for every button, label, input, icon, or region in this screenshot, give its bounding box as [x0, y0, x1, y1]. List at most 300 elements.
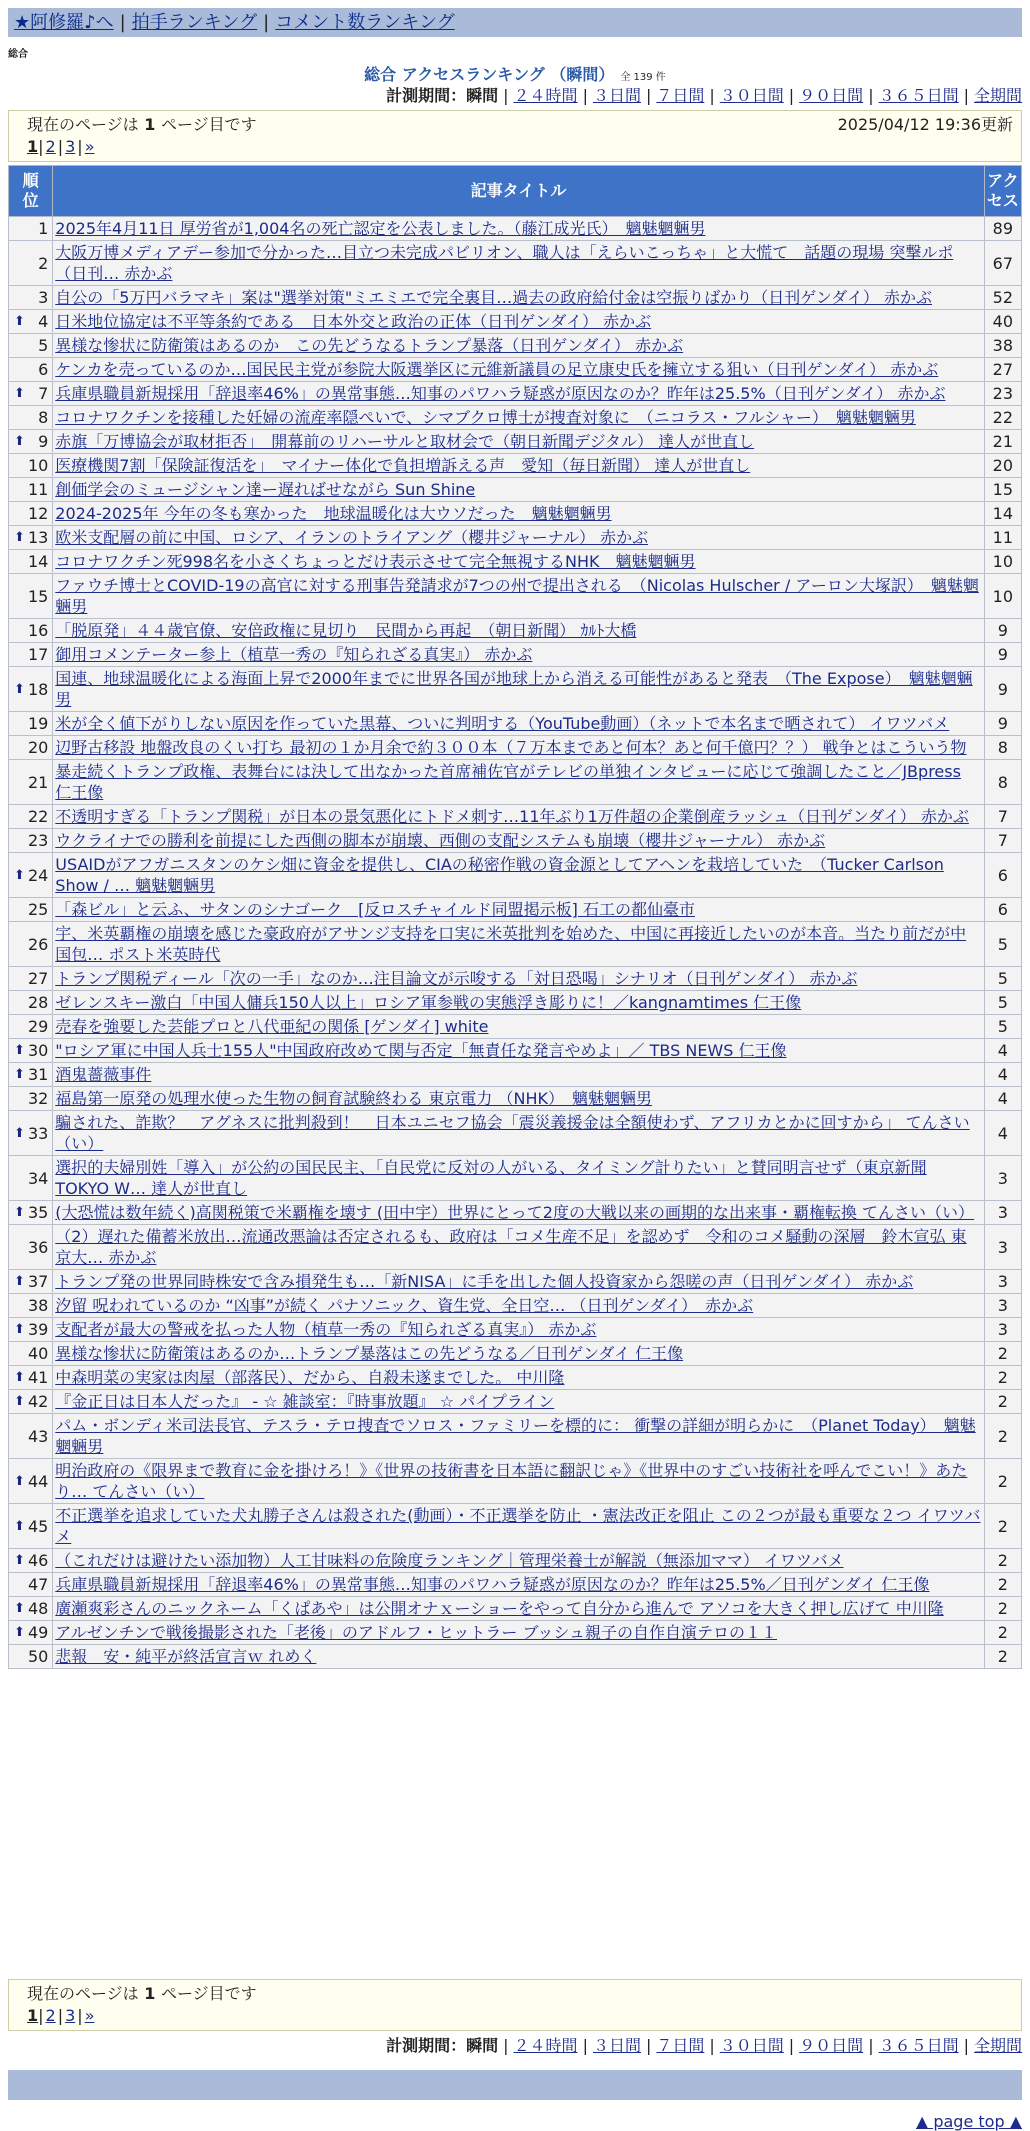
separator: |	[77, 137, 83, 156]
rank-number: 9	[38, 432, 49, 451]
table-row	[9, 241, 1022, 286]
article-link[interactable]: 汐留 呪われているのか “凶事”が続く パナソニック、資生党、全日空… （日刊ゲンダイ） 赤かぶ	[55, 1296, 754, 1315]
rank-number: 32	[27, 1089, 49, 1108]
rank-cell	[9, 1201, 53, 1225]
separator: |	[38, 2006, 44, 2025]
table-row	[9, 922, 1022, 967]
rank-number: 12	[27, 504, 49, 523]
table-row	[9, 1063, 1022, 1087]
table-row	[9, 1294, 1022, 1318]
table-header-row	[9, 166, 1022, 217]
title-cell	[53, 736, 984, 760]
rank-header: 順 位	[9, 166, 53, 217]
page-top-container	[916, 2112, 1022, 2131]
article-link[interactable]: "ロシア軍に中国人兵士155人"中国政府改めて関与否定「無責任な発言やめよ」／ TBS NEWS 仁王像	[55, 1041, 787, 1060]
article-link[interactable]: コロナワクチンを接種した妊婦の流産率隠ぺいで、シマブクロ博士が捜査対象に （ニコラス・フルシャー） 魑魅魍魎男	[55, 408, 916, 427]
table-row	[9, 1039, 1022, 1063]
access-count: 5	[984, 922, 1021, 967]
ranking-title: 総合 アクセスランキング （瞬間）	[364, 65, 615, 84]
rank-cell	[9, 922, 53, 967]
table-row	[9, 502, 1022, 526]
article-link[interactable]: 「森ビル」と云ふ、サタンのシナゴーク [反ロスチャイルド同盟掲示板] 石工の都仙臺市	[55, 900, 695, 919]
title-cell	[53, 1549, 984, 1573]
article-link[interactable]: 大阪万博メディアデー参加で分かった…目立つ未完成パビリオン、職人は「えらいこっちゃ」と大慌て 話題の現場 突撃ルポ（日刊… 赤かぶ	[55, 243, 954, 283]
title-cell	[53, 241, 984, 286]
article-link[interactable]: 暴走続くトランプ政権、表舞台には決して出なかった首席補佐官がテレビの単独インタビューに応じて強調したこと／JBpress 仁王像	[55, 762, 961, 802]
article-link[interactable]: 辺野古移設 地盤改良のくい打ち 最初の１か月余で約３００本（７万本まであと何本？あと何千億円？？） 戦争とはこういう物	[55, 738, 967, 757]
page-status-number: 1	[138, 1984, 161, 2003]
rank-number: 16	[27, 621, 49, 640]
table-row	[9, 1087, 1022, 1111]
access-count: 9	[984, 643, 1021, 667]
title-cell	[53, 286, 984, 310]
title-cell	[53, 853, 984, 898]
table-row	[9, 310, 1022, 334]
title-cell	[53, 1366, 984, 1390]
ranking-table	[8, 165, 1022, 1669]
pagination-top	[8, 110, 1022, 162]
article-link[interactable]: パム・ボンディ米司法長官、テスラ・テロ捜査でソロス・ファミリーを標的に： 衝撃の詳細が明らかに （Planet Today） 魑魅魍魎男	[55, 1416, 976, 1456]
title-cell	[53, 967, 984, 991]
page-status-prefix: 現在のページは	[27, 1984, 139, 2003]
period-link-2[interactable]: ３日間	[592, 2036, 641, 2055]
access-count: 20	[984, 454, 1021, 478]
rank-number: 31	[27, 1065, 49, 1084]
rank-up-arrow-icon: ⬆	[14, 1125, 25, 1141]
rank-number: 21	[27, 772, 49, 792]
access-count: 11	[984, 526, 1021, 550]
access-count: 14	[984, 502, 1021, 526]
period-link-7[interactable]: 全期間	[973, 86, 1022, 105]
article-link[interactable]: 支配者が最大の警戒を払った人物（植草一秀の『知られざる真実』） 赤かぶ	[55, 1320, 597, 1339]
access-count: 5	[984, 1015, 1021, 1039]
rank-cell	[9, 1621, 53, 1645]
title-cell	[53, 310, 984, 334]
access-count: 2	[984, 1621, 1021, 1645]
rank-number: 3	[38, 288, 49, 307]
rank-cell	[9, 667, 53, 712]
period-link-6[interactable]: ３６５日間	[878, 2036, 959, 2055]
title-cell	[53, 406, 984, 430]
article-link[interactable]: 「脱原発」４４歳官僚、安倍政権に見切り 民間から再起 （朝日新聞） ｶﾙﾄ大橋	[55, 621, 637, 640]
rank-cell	[9, 967, 53, 991]
table-row	[9, 736, 1022, 760]
separator: |	[868, 2036, 874, 2055]
page-link-3[interactable]: 3	[65, 137, 76, 156]
rank-number: 27	[27, 969, 49, 988]
next-page-link[interactable]: »	[84, 2006, 95, 2025]
title-cell	[53, 358, 984, 382]
table-row	[9, 667, 1022, 712]
rank-cell	[9, 1294, 53, 1318]
table-row	[9, 454, 1022, 478]
table-row	[9, 1156, 1022, 1201]
access-count: 9	[984, 667, 1021, 712]
rank-up-arrow-icon: ⬆	[14, 530, 25, 545]
access-count: 3	[984, 1156, 1021, 1201]
article-link[interactable]: 悲報 安・純平が終活宣言ｗ れめく	[55, 1647, 317, 1666]
article-link[interactable]: 2024-2025年 今年の冬も寒かった 地球温暖化は大ウソだった 魑魅魍魎男	[55, 504, 612, 523]
table-row	[9, 1270, 1022, 1294]
title-cell	[53, 1414, 984, 1459]
rank-cell	[9, 241, 53, 286]
title-cell	[53, 526, 984, 550]
rank-number: 14	[27, 552, 49, 571]
article-link[interactable]: 明治政府の《限界まで教育に金を掛けろ！》《世界の技術書を日本語に翻訳じゃ》《世界中のすごい技術社を呼んでこい！》あたり… てんさい（い）	[55, 1461, 968, 1501]
title-cell	[53, 334, 984, 358]
page-status-number: 1	[138, 115, 161, 134]
rank-number: 10	[27, 456, 49, 475]
article-link[interactable]: 『金正日は日本人だった』 - ☆ 雑談室：『時事放題』 ☆ パイプライン	[55, 1392, 555, 1411]
article-link[interactable]: コロナワクチン死998名を小さくちょっとだけ表示させて完全無視するNHK 魑魅魍魎男	[55, 552, 696, 571]
access-count: 23	[984, 382, 1021, 406]
access-count: 3	[984, 1318, 1021, 1342]
period-link-6[interactable]: ３６５日間	[878, 86, 959, 105]
title-cell	[53, 1087, 984, 1111]
table-row	[9, 526, 1022, 550]
rank-up-arrow-icon: ⬆	[14, 1553, 25, 1568]
access-count: 3	[984, 1270, 1021, 1294]
period-link-2[interactable]: ３日間	[592, 86, 641, 105]
rank-cell	[9, 643, 53, 667]
title-cell	[53, 1111, 984, 1156]
rank-cell	[9, 1318, 53, 1342]
rank-number: 36	[27, 1237, 49, 1257]
table-row	[9, 643, 1022, 667]
title-cell	[53, 760, 984, 805]
separator: |	[77, 2006, 83, 2025]
rank-cell	[9, 619, 53, 643]
rank-up-arrow-icon: ⬆	[14, 434, 25, 449]
rank-number: 17	[27, 645, 49, 664]
article-link[interactable]: 米が全く値下がりしない原因を作っていた黒幕、ついに判明する（YouTube動画）（ネットで本名まで晒されて） イワツバメ	[55, 714, 950, 733]
page-link-2[interactable]: 2	[45, 2006, 56, 2025]
separator: |	[582, 2036, 588, 2055]
article-link[interactable]: 兵庫県職員新規採用「辞退率46%」の異常事態…知事のパワハラ疑惑が原因なのか？昨年は25.5%／日刊ゲンダイ 仁王像	[55, 1575, 930, 1594]
article-link[interactable]: (大恐慌は数年続く)高関税策で米覇権を壊す (田中宇）世界にとって2度の大戦以来の画期的な出来事・覇権転換 てんさい（い）	[55, 1203, 975, 1222]
period-label: 計測期間：	[386, 86, 467, 105]
rank-cell	[9, 1225, 53, 1270]
title-cell	[53, 1225, 984, 1270]
page-link-2[interactable]: 2	[45, 137, 56, 156]
rank-number: 28	[27, 993, 49, 1012]
separator: |	[57, 137, 64, 156]
article-link[interactable]: 兵庫県職員新規採用「辞退率46%」の異常事態…知事のパワハラ疑惑が原因なのか？昨年は25.5%（日刊ゲンダイ） 赤かぶ	[55, 384, 946, 403]
rank-number: 15	[27, 586, 49, 606]
rank-cell	[9, 574, 53, 619]
article-link[interactable]: 売春を強要した芸能プロと八代亜紀の関係 [ゲンダイ] white	[55, 1017, 489, 1036]
title-cell	[53, 1294, 984, 1318]
rank-number: 6	[38, 360, 49, 379]
title-cell	[53, 217, 984, 241]
access-count: 4	[984, 1063, 1021, 1087]
article-link[interactable]: 宇、米英覇権の崩壊を感じた豪政府がアサンジ支持を口実に米英批判を始めた、中国に再接近したいのが本音。当たり前だが中国包… ポスト米英時代	[55, 924, 967, 964]
rank-number: 30	[27, 1041, 49, 1060]
rank-number: 45	[27, 1516, 49, 1536]
rank-cell	[9, 1645, 53, 1669]
separator: |	[788, 86, 795, 105]
table-row	[9, 853, 1022, 898]
rank-number: 35	[27, 1203, 49, 1222]
table-row	[9, 829, 1022, 853]
article-link[interactable]: 自公の「5万円バラマキ」案は"選挙対策"ミエミエで完全裏目…過去の政府給付金は空振りばかり（日刊ゲンダイ） 赤かぶ	[55, 288, 933, 307]
access-count: 52	[984, 286, 1021, 310]
table-row	[9, 574, 1022, 619]
rank-number: 39	[27, 1320, 49, 1339]
access-count: 2	[984, 1390, 1021, 1414]
page-link-3[interactable]: 3	[65, 2006, 76, 2025]
title-cell	[53, 574, 984, 619]
rank-cell	[9, 1270, 53, 1294]
table-row	[9, 991, 1022, 1015]
title-cell	[53, 1573, 984, 1597]
article-link[interactable]: 創価学会のミュージシャン達ー遅ればせながら Sun Shine	[55, 480, 476, 499]
table-row	[9, 805, 1022, 829]
access-header: アク セス	[984, 166, 1021, 217]
rank-number: 44	[27, 1471, 49, 1491]
title-cell	[53, 619, 984, 643]
table-row	[9, 406, 1022, 430]
article-link[interactable]: 日米地位協定は不平等条約である 日本外交と政治の正体（日刊ゲンダイ） 赤かぶ	[55, 312, 652, 331]
rank-number: 2	[38, 253, 49, 273]
article-link[interactable]: 赤旗「万博協会が取材拒否」 開幕前のリハーサルと取材会で（朝日新聞デジタル） 達人が世直し	[55, 432, 755, 451]
access-count: 2	[984, 1573, 1021, 1597]
rank-up-arrow-icon: ⬆	[14, 1625, 25, 1640]
access-count: 8	[984, 736, 1021, 760]
rank-cell	[9, 1504, 53, 1549]
table-row	[9, 1366, 1022, 1390]
separator: |	[503, 2036, 509, 2055]
access-count: 3	[984, 1294, 1021, 1318]
table-row	[9, 1621, 1022, 1645]
rank-up-arrow-icon: ⬆	[14, 314, 25, 329]
rank-number: 22	[27, 807, 49, 826]
rank-cell	[9, 1573, 53, 1597]
rank-number: 43	[27, 1426, 49, 1446]
access-count: 10	[984, 574, 1021, 619]
title-cell	[53, 1156, 984, 1201]
table-row	[9, 1645, 1022, 1669]
table-row	[9, 1459, 1022, 1504]
rank-up-arrow-icon: ⬆	[14, 1322, 25, 1337]
rank-number: 23	[27, 831, 49, 850]
period-link-4[interactable]: ３０日間	[719, 2036, 784, 2055]
rank-number: 19	[27, 714, 49, 733]
access-count: 3	[984, 1201, 1021, 1225]
rank-cell	[9, 1111, 53, 1156]
rank-cell	[9, 406, 53, 430]
article-link[interactable]: 廣瀬爽彩さんのニックネーム「くぱあや」は公開オナｘーショーをやって自分から進んで アソコを大きく押し広げて 中川隆	[55, 1599, 944, 1618]
rank-cell	[9, 454, 53, 478]
table-row	[9, 286, 1022, 310]
separator: |	[645, 86, 652, 105]
rank-cell	[9, 358, 53, 382]
rank-cell	[9, 502, 53, 526]
article-link[interactable]: 酒鬼薔薇事件	[55, 1065, 152, 1084]
access-count: 2	[984, 1366, 1021, 1390]
separator: |	[868, 86, 874, 105]
article-link[interactable]: 2025年4月11日 厚労省が1,004名の死亡認定を公表しました。（藤江成光氏） 魑魅魍魎男	[55, 219, 706, 238]
rank-cell	[9, 991, 53, 1015]
table-row	[9, 1597, 1022, 1621]
period-selector-top	[386, 86, 1022, 106]
page-top-link[interactable]: ▲ page top ▲	[915, 2112, 1022, 2131]
table-row	[9, 1390, 1022, 1414]
table-row	[9, 1414, 1022, 1459]
rank-cell	[9, 1414, 53, 1459]
rank-cell	[9, 829, 53, 853]
separator: |	[709, 2036, 715, 2055]
period-link-5[interactable]: ９０日間	[799, 2036, 864, 2055]
total-count: 全 139 件	[620, 72, 666, 83]
title-cell	[53, 1201, 984, 1225]
article-link[interactable]: 異様な惨状に防衛策はあるのか この先どうなるトランプ暴落（日刊ゲンダイ） 赤かぶ	[55, 336, 684, 355]
article-link[interactable]: 欧米支配層の前に中国、ロシア、イランのトライアング（櫻井ジャーナル） 赤かぶ	[55, 528, 649, 547]
rank-up-arrow-icon: ⬆	[14, 1274, 25, 1289]
title-cell	[53, 1459, 984, 1504]
rank-cell	[9, 1390, 53, 1414]
page-links	[27, 136, 1003, 158]
rank-cell	[9, 430, 53, 454]
article-link[interactable]: ゼレンスキー激白「中国人傭兵150人以上」ロシア軍参戦の実態浮き彫りに！／kangnamtimes 仁王像	[55, 993, 802, 1012]
separator: |	[582, 86, 588, 105]
access-count: 6	[984, 853, 1021, 898]
title-cell	[53, 1039, 984, 1063]
article-link[interactable]: 選択的夫婦別姓「導入」が公約の国民民主、「自民党に反対の人がいる、タイミング計りたい」と賛同明言せず（東京新聞 TOKYO W… 達人が世直し	[55, 1158, 927, 1198]
access-count: 2	[984, 1549, 1021, 1573]
article-link[interactable]: 御用コメンテーター参上（植草一秀の『知られざる真実』） 赤かぶ	[55, 645, 533, 664]
rank-number: 47	[27, 1575, 49, 1594]
separator: |	[57, 2006, 64, 2025]
title-cell	[53, 922, 984, 967]
article-link[interactable]: 福島第一原発の処理水使った生物の飼育試験終わる 東京電力 （NHK） 魑魅魍魎男	[55, 1089, 652, 1108]
rank-number: 38	[27, 1296, 49, 1315]
separator: |	[38, 137, 44, 156]
table-row	[9, 1015, 1022, 1039]
rank-cell	[9, 1549, 53, 1573]
rank-cell	[9, 1039, 53, 1063]
rank-cell	[9, 805, 53, 829]
article-link[interactable]: トランプ関税ディール「次の一手」なのか…注目論文が示唆する「対日恐喝」シナリオ（日刊ゲンダイ） 赤かぶ	[55, 969, 858, 988]
article-link[interactable]: アルゼンチンで戦後撮影された「老後」のアドルフ・ヒットラー ブッシュ親子の自作自演テロの１１	[55, 1623, 778, 1642]
rank-up-arrow-icon: ⬆	[14, 386, 25, 401]
period-link-3[interactable]: ７日間	[656, 86, 705, 105]
rank-number: 18	[27, 679, 49, 699]
rank-cell	[9, 898, 53, 922]
title-cell	[53, 991, 984, 1015]
separator: |	[263, 12, 270, 33]
title-cell	[53, 712, 984, 736]
period-link-1[interactable]: ２４時間	[513, 86, 578, 105]
table-row	[9, 430, 1022, 454]
article-link[interactable]: ウクライナでの勝利を前提にした西側の脚本が崩壊、西側の支配システムも崩壊（櫻井ジャーナル） 赤かぶ	[55, 831, 826, 850]
period-link-4[interactable]: ３０日間	[719, 86, 784, 105]
rank-number: 42	[27, 1392, 49, 1411]
page-title	[0, 62, 1030, 85]
article-link[interactable]: 不透明すぎる「トランプ関税」が日本の景気悪化にトドメ刺す…11年ぶり1万件超の企業倒産ラッシュ（日刊ゲンダイ） 赤かぶ	[55, 807, 969, 826]
rank-up-arrow-icon: ⬆	[14, 1473, 25, 1489]
rank-cell	[9, 1366, 53, 1390]
table-row	[9, 1573, 1022, 1597]
article-link[interactable]: トランプ発の世界同時株安で含み損発生も…「新NISA」に手を出した個人投資家から怨嗟の声（日刊ゲンダイ） 赤かぶ	[55, 1272, 914, 1291]
article-link[interactable]: 騙された、詐欺？ アグネスに批判殺到！ 日本ユニセフ協会「震災義援金は全額使わず、アフリカとかに回すから」 てんさい（い）	[55, 1113, 970, 1153]
comment-ranking-link[interactable]: コメント数ランキング	[275, 12, 455, 33]
separator: |	[645, 2036, 652, 2055]
article-link[interactable]: 中森明菜の実家は肉屋（部落民）、だから、自殺未遂までした。 中川隆	[55, 1368, 565, 1387]
table-row	[9, 1342, 1022, 1366]
access-count: 67	[984, 241, 1021, 286]
title-cell	[53, 805, 984, 829]
article-link[interactable]: ケンカを売っているのか…国民民主党が参院大阪選挙区に元維新議員の足立康史氏を擁立する狙い（日刊ゲンダイ） 赤かぶ	[55, 360, 939, 379]
title-cell	[53, 430, 984, 454]
rank-cell	[9, 1156, 53, 1201]
rank-number: 20	[27, 738, 49, 757]
access-count: 5	[984, 967, 1021, 991]
period-link-3[interactable]: ７日間	[656, 2036, 705, 2055]
rank-cell	[9, 1063, 53, 1087]
table-row	[9, 1201, 1022, 1225]
rank-cell	[9, 478, 53, 502]
rank-up-arrow-icon: ⬆	[14, 681, 25, 697]
page-status-suffix: ページ目です	[160, 1984, 257, 2003]
separator: |	[963, 86, 969, 105]
article-link[interactable]: USAIDがアフガニスタンのケシ畑に資金を提供し、CIAの秘密作戦の資金源としてアヘンを栽培していた （Tucker Carlson Show / … 魑魅魍魎男	[55, 855, 944, 895]
home-link[interactable]: ★阿修羅♪へ	[14, 12, 114, 33]
title-cell	[53, 667, 984, 712]
access-count: 40	[984, 310, 1021, 334]
article-link[interactable]: 医療機関7割「保険証復活を」 マイナー体化で負担増訴える声 愛知（毎日新聞） 達人が世直し	[55, 456, 751, 475]
table-row	[9, 1111, 1022, 1156]
period-link-7[interactable]: 全期間	[973, 2036, 1022, 2055]
article-link[interactable]: 国連、地球温暖化による海面上昇で2000年までに世界各国が地球上から消える可能性があると発表 （The Expose） 魑魅魍魎男	[55, 669, 973, 709]
period-current: 瞬間	[466, 86, 499, 105]
rank-number: 8	[38, 408, 49, 427]
period-link-1[interactable]: ２４時間	[513, 2036, 578, 2055]
title-cell	[53, 478, 984, 502]
table-row	[9, 1504, 1022, 1549]
rank-number: 4	[38, 312, 49, 331]
title-cell	[53, 1597, 984, 1621]
access-count: 15	[984, 478, 1021, 502]
rank-up-arrow-icon: ⬆	[14, 1067, 25, 1082]
title-cell	[53, 382, 984, 406]
rank-cell	[9, 382, 53, 406]
article-link[interactable]: （これだけは避けたい添加物）人工甘味料の危険度ランキング｜管理栄養士が解説（無添加ママ） イワツバメ	[55, 1551, 844, 1570]
category-label: 総合	[8, 49, 28, 60]
title-cell	[53, 502, 984, 526]
article-link[interactable]: （2）遅れた備蓄米放出…流通改悪論は否定されるも、政府は「コメ生産不足」を認めず 令和のコメ騒動の深層 鈴木宣弘 東京大… 赤かぶ	[55, 1227, 967, 1267]
rank-number: 7	[38, 384, 49, 403]
access-count: 9	[984, 619, 1021, 643]
article-link[interactable]: ファウチ博士とCOVID-19の高官に対する刑事告発請求が7つの州で提出される （Nicolas Hulscher / アーロン大塚訳） 魑魅魍魎男	[55, 576, 979, 616]
clap-ranking-link[interactable]: 拍手ランキング	[131, 12, 258, 33]
page-status-suffix: ページ目です	[160, 115, 257, 134]
pagination-bottom	[8, 1979, 1022, 2031]
rank-cell	[9, 1459, 53, 1504]
period-selector-bottom	[386, 2036, 1022, 2056]
table-row	[9, 619, 1022, 643]
article-link[interactable]: 異様な惨状に防衛策はあるのか…トランプ暴落はこの先どうなる／日刊ゲンダイ 仁王像	[55, 1344, 684, 1363]
current-page: 1	[27, 137, 39, 156]
period-link-5[interactable]: ９０日間	[799, 86, 864, 105]
rank-cell	[9, 286, 53, 310]
article-link[interactable]: 不正選挙を追求していた犬丸勝子さんは殺された(動画）・不正選挙を防止 ・憲法改正を阻止 この２つが最も重要な２つ イワツバメ	[55, 1506, 981, 1546]
title-cell	[53, 1318, 984, 1342]
access-count: 7	[984, 805, 1021, 829]
next-page-link[interactable]: »	[84, 137, 95, 156]
period-current: 瞬間	[466, 2036, 499, 2055]
rank-number: 41	[27, 1368, 49, 1387]
